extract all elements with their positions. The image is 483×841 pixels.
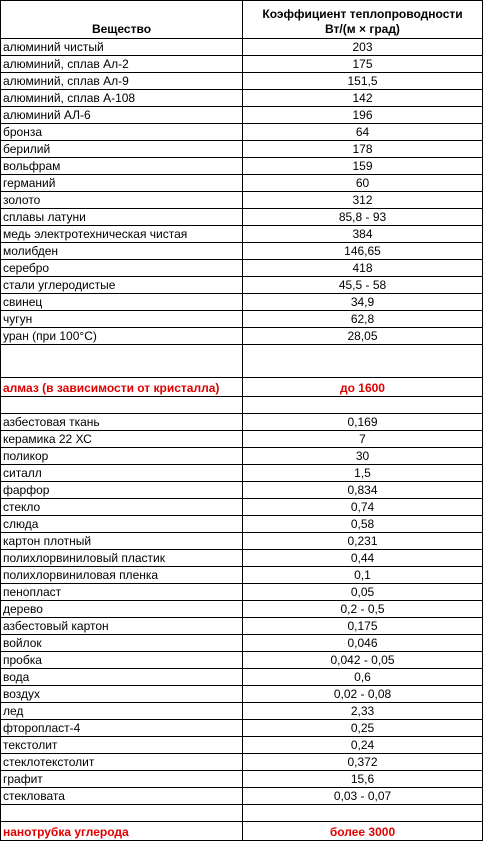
coefficient-cell[interactable]: 146,65: [243, 243, 483, 260]
table-row: [1, 465, 483, 482]
coefficient-cell[interactable]: 0,834: [243, 482, 483, 499]
diamond-row: [1, 378, 483, 397]
coefficient-cell[interactable]: 0,24: [243, 737, 483, 754]
coefficient-cell[interactable]: 0,046: [243, 635, 483, 652]
substance-cell[interactable]: полихлорвиниловая пленка: [1, 567, 243, 584]
substance-cell[interactable]: золото: [1, 192, 243, 209]
substance-cell[interactable]: сплавы латуни: [1, 209, 243, 226]
substance-cell[interactable]: текстолит: [1, 737, 243, 754]
substance-cell[interactable]: керамика 22 ХС: [1, 431, 243, 448]
table-row: [1, 754, 483, 771]
coefficient-cell[interactable]: 384: [243, 226, 483, 243]
substance-cell[interactable]: пробка: [1, 652, 243, 669]
substance-cell[interactable]: уран (при 100°С): [1, 328, 243, 345]
table-row: [1, 73, 483, 90]
empty-cell[interactable]: [243, 805, 483, 822]
table-row: [1, 90, 483, 107]
substance-cell[interactable]: алюминий, сплав Ал-9: [1, 73, 243, 90]
table-row: [1, 771, 483, 788]
nanotube-substance-cell[interactable]: нанотрубка углерода: [1, 822, 243, 841]
coefficient-cell[interactable]: 0,1: [243, 567, 483, 584]
substance-cell[interactable]: бронза: [1, 124, 243, 141]
diamond-section: [1, 345, 483, 414]
table-row: [1, 124, 483, 141]
table-row: [1, 669, 483, 686]
coefficient-cell[interactable]: 2,33: [243, 703, 483, 720]
substance-cell[interactable]: воздух: [1, 686, 243, 703]
substance-cell[interactable]: графит: [1, 771, 243, 788]
table-row: [1, 141, 483, 158]
substance-cell[interactable]: молибден: [1, 243, 243, 260]
empty-cell[interactable]: [243, 397, 483, 414]
table-row: [1, 499, 483, 516]
coefficient-cell[interactable]: 30: [243, 448, 483, 465]
substance-cell[interactable]: пенопласт: [1, 584, 243, 601]
coefficient-cell[interactable]: 0,372: [243, 754, 483, 771]
coefficient-cell[interactable]: 0,25: [243, 720, 483, 737]
table-row: [1, 243, 483, 260]
table-row: [1, 686, 483, 703]
substance-cell[interactable]: германий: [1, 175, 243, 192]
empty-row: [1, 397, 483, 414]
substance-cell[interactable]: азбестовый картон: [1, 618, 243, 635]
table-row: [1, 618, 483, 635]
table-row: [1, 635, 483, 652]
coefficient-cell[interactable]: 62,8: [243, 311, 483, 328]
substance-cell[interactable]: берилий: [1, 141, 243, 158]
coefficient-cell[interactable]: 0,169: [243, 414, 483, 431]
table-row: [1, 328, 483, 345]
coefficient-cell[interactable]: 0,58: [243, 516, 483, 533]
substance-cell[interactable]: стеклотекстолит: [1, 754, 243, 771]
header-substance[interactable]: Вещество: [1, 1, 243, 39]
coefficient-cell[interactable]: 151,5: [243, 73, 483, 90]
table-row: [1, 482, 483, 499]
coefficient-cell[interactable]: 45,5 - 58: [243, 277, 483, 294]
substance-cell[interactable]: фарфор: [1, 482, 243, 499]
substance-cell[interactable]: картон плотный: [1, 533, 243, 550]
header-row: [1, 1, 483, 39]
coefficient-cell[interactable]: 0,175: [243, 618, 483, 635]
table-row: [1, 414, 483, 431]
table-row: [1, 448, 483, 465]
table-row: [1, 226, 483, 243]
table-row: [1, 431, 483, 448]
table-row: [1, 550, 483, 567]
coefficient-cell[interactable]: 0,44: [243, 550, 483, 567]
substance-cell[interactable]: слюда: [1, 516, 243, 533]
empty-row: [1, 805, 483, 822]
coefficient-cell[interactable]: 0,05: [243, 584, 483, 601]
table-row: [1, 516, 483, 533]
substance-cell[interactable]: войлок: [1, 635, 243, 652]
coefficient-cell[interactable]: 312: [243, 192, 483, 209]
coefficient-cell[interactable]: 196: [243, 107, 483, 124]
coefficient-cell[interactable]: 159: [243, 158, 483, 175]
coefficient-cell[interactable]: 85,8 - 93: [243, 209, 483, 226]
substance-cell[interactable]: дерево: [1, 601, 243, 618]
table-row: [1, 158, 483, 175]
coefficient-cell[interactable]: 142: [243, 90, 483, 107]
substance-cell[interactable]: вода: [1, 669, 243, 686]
empty-cell[interactable]: [1, 397, 243, 414]
table-row: [1, 175, 483, 192]
table-row: [1, 260, 483, 277]
coefficient-cell[interactable]: 28,05: [243, 328, 483, 345]
table-row: [1, 567, 483, 584]
nanotube-value-cell[interactable]: более 3000: [243, 822, 483, 841]
coefficient-cell[interactable]: 0,6: [243, 669, 483, 686]
header-coefficient[interactable]: [243, 1, 483, 39]
substance-cell[interactable]: чугун: [1, 311, 243, 328]
table-row: [1, 533, 483, 550]
table-row: [1, 277, 483, 294]
coefficient-cell[interactable]: 175: [243, 56, 483, 73]
table-row: [1, 39, 483, 56]
substance-cell[interactable]: стекло: [1, 499, 243, 516]
table-row: [1, 737, 483, 754]
substance-cell[interactable]: медь электротехническая чистая: [1, 226, 243, 243]
table-row: [1, 56, 483, 73]
diamond-substance-cell[interactable]: алмаз (в зависимости от кристалла): [1, 378, 243, 397]
coefficient-cell[interactable]: 203: [243, 39, 483, 56]
substance-cell[interactable]: стекловата: [1, 788, 243, 805]
substance-cell[interactable]: алюминий, сплав Ал-2: [1, 56, 243, 73]
empty-cell[interactable]: [243, 345, 483, 378]
coefficient-cell[interactable]: 34,9: [243, 294, 483, 311]
substance-cell[interactable]: стали углеродистые: [1, 277, 243, 294]
coefficient-cell[interactable]: 0,03 - 0,07: [243, 788, 483, 805]
nanotube-section: [1, 805, 483, 841]
table-row: [1, 703, 483, 720]
metals-section: [1, 39, 483, 345]
table-row: [1, 311, 483, 328]
substance-cell[interactable]: алюминий АЛ-6: [1, 107, 243, 124]
table-row: [1, 584, 483, 601]
substance-cell[interactable]: серебро: [1, 260, 243, 277]
table-row: [1, 209, 483, 226]
empty-cell[interactable]: [1, 345, 243, 378]
table-row: [1, 652, 483, 669]
coefficient-cell[interactable]: 15,6: [243, 771, 483, 788]
coefficient-cell[interactable]: 1,5: [243, 465, 483, 482]
empty-cell[interactable]: [1, 805, 243, 822]
substance-cell[interactable]: вольфрам: [1, 158, 243, 175]
nanotube-row: [1, 822, 483, 841]
header-coefficient-line2: Вт/(м × град): [325, 22, 400, 36]
substance-cell[interactable]: фторопласт-4: [1, 720, 243, 737]
substance-cell[interactable]: поликор: [1, 448, 243, 465]
coefficient-cell[interactable]: 0,02 - 0,08: [243, 686, 483, 703]
table-row: [1, 601, 483, 618]
substance-cell[interactable]: азбестовая ткань: [1, 414, 243, 431]
coefficient-cell[interactable]: 0,231: [243, 533, 483, 550]
coefficient-cell[interactable]: 178: [243, 141, 483, 158]
substance-cell[interactable]: свинец: [1, 294, 243, 311]
coefficient-cell[interactable]: 0,042 - 0,05: [243, 652, 483, 669]
coefficient-cell[interactable]: 60: [243, 175, 483, 192]
table-row: [1, 294, 483, 311]
coefficient-cell[interactable]: 0,2 - 0,5: [243, 601, 483, 618]
coefficient-cell[interactable]: 64: [243, 124, 483, 141]
table-row: [1, 720, 483, 737]
table-row: [1, 192, 483, 209]
diamond-value-cell[interactable]: до 1600: [243, 378, 483, 397]
nonmetals-section: [1, 414, 483, 805]
coefficient-cell[interactable]: 0,74: [243, 499, 483, 516]
coefficient-cell[interactable]: 7: [243, 431, 483, 448]
substance-cell[interactable]: лед: [1, 703, 243, 720]
substance-cell[interactable]: алюминий, сплав А-108: [1, 90, 243, 107]
table-row: [1, 788, 483, 805]
table-row: [1, 107, 483, 124]
empty-row: [1, 345, 483, 378]
substance-cell[interactable]: алюминий чистый: [1, 39, 243, 56]
coefficient-cell[interactable]: 418: [243, 260, 483, 277]
substance-cell[interactable]: полихлорвиниловый пластик: [1, 550, 243, 567]
header-coefficient-line1: Коэффициент теплопроводности: [262, 7, 463, 21]
substance-cell[interactable]: ситалл: [1, 465, 243, 482]
